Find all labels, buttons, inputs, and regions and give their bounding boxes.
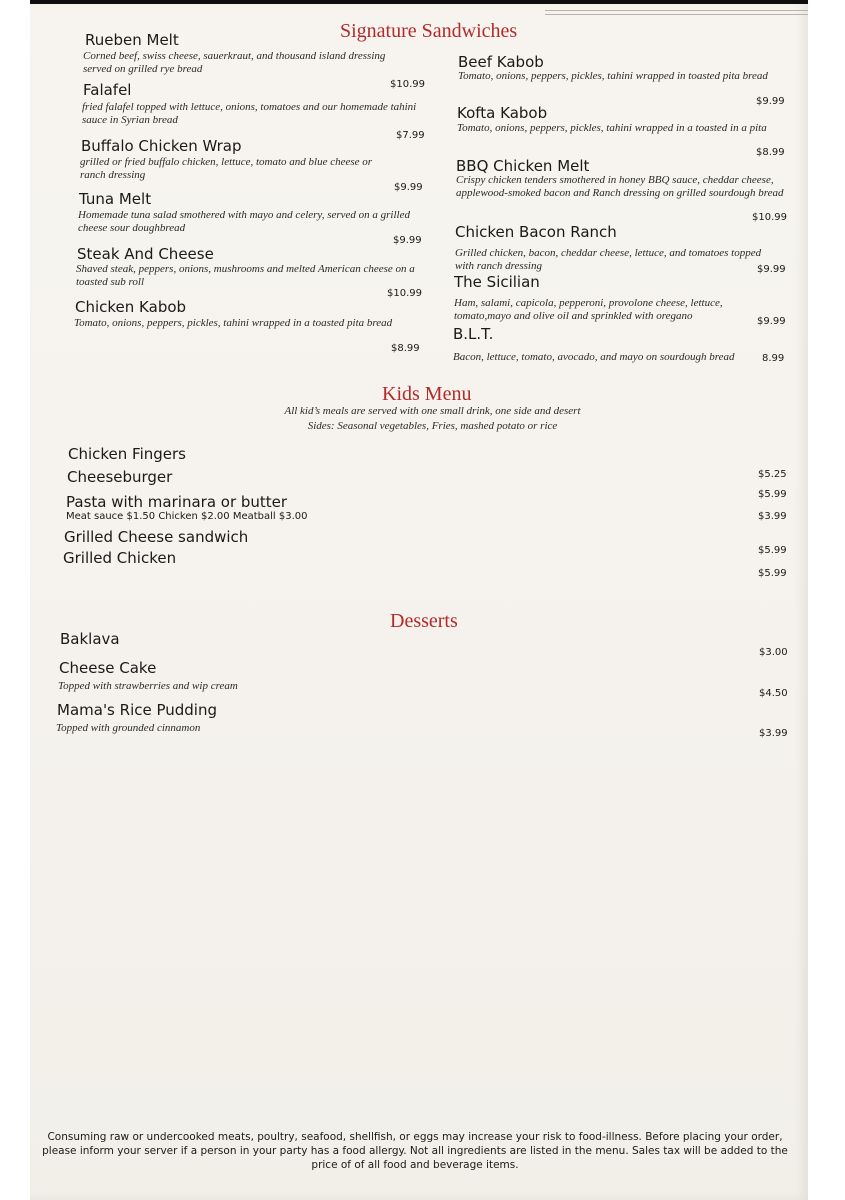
kids-item-name: Grilled Chicken bbox=[63, 549, 177, 567]
menu-item-desc: Tomato, onions, peppers, pickles, tahini wrapped in toasted pita bread bbox=[458, 70, 768, 82]
allergy-disclaimer: Consuming raw or undercooked meats, poultry, seafood, shellfish, or eggs may increase your risk to food-illness. Before placing your order, please inform your server if a person in your party has a food allergy. Not all ingredients are listed in the menu. Sales tax will be added to the price of of all food and beverage items. bbox=[42, 1131, 788, 1171]
menu-item-desc: Ham, salami, capicola, pepperoni, provolone cheese, lettuce, tomato,mayo and olive oil and sprinkled with oregano bbox=[454, 297, 723, 322]
menu-item-name: Chicken Bacon Ranch bbox=[455, 223, 617, 241]
dessert-item-name: Cheese Cake bbox=[59, 659, 157, 677]
menu-item-price: 8.99 bbox=[762, 353, 785, 364]
menu-item-desc: Corned beef, swiss cheese, sauerkraut, and thousand island dressing served on grilled rye bread bbox=[83, 50, 386, 75]
menu-item-price: $9.99 bbox=[393, 235, 422, 246]
dessert-item-desc: Topped with strawberries and wip cream bbox=[58, 680, 238, 692]
kids-item-name: Cheeseburger bbox=[67, 468, 173, 486]
dessert-item-name: Mama's Rice Pudding bbox=[57, 701, 218, 719]
menu-item-name: Falafel bbox=[83, 81, 132, 99]
menu-item-name: Chicken Kabob bbox=[75, 298, 187, 316]
dessert-item-price: $4.50 bbox=[759, 688, 788, 699]
menu-item-name: Tuna Melt bbox=[79, 190, 152, 208]
kids-item-name: Grilled Cheese sandwich bbox=[64, 528, 249, 546]
menu-item-desc: Grilled chicken, bacon, cheddar cheese, lettuce, and tomatoes topped with ranch dressing bbox=[455, 247, 762, 272]
menu-item-name: Kofta Kabob bbox=[457, 104, 548, 122]
menu-item-price: $10.99 bbox=[752, 212, 787, 223]
kids-title: Kids Menu bbox=[382, 383, 472, 405]
menu-item-price: $9.99 bbox=[394, 182, 423, 193]
dessert-item-price: $3.99 bbox=[759, 728, 788, 739]
dessert-item-price: $3.00 bbox=[759, 647, 788, 658]
menu-item-name: Buffalo Chicken Wrap bbox=[81, 137, 242, 155]
top-edge bbox=[30, 0, 808, 4]
menu-item-name: Beef Kabob bbox=[458, 53, 544, 71]
menu-item-desc: Tomato, onions, peppers, pickles, tahini wrapped in a toasted pita bread bbox=[74, 317, 393, 329]
menu-item-desc: grilled or fried buffalo chicken, lettuce, tomato and blue cheese or ranch dressing bbox=[80, 156, 373, 181]
menu-item-name: BBQ Chicken Melt bbox=[456, 157, 590, 175]
dessert-item-desc: Topped with grounded cinnamon bbox=[56, 722, 201, 734]
menu-item-desc: Bacon, lettuce, tomato, avocado, and mayo on sourdough bread bbox=[453, 351, 735, 363]
menu-item-desc: Shaved steak, peppers, onions, mushrooms and melted American cheese on a toasted sub roll bbox=[76, 263, 415, 288]
menu-item-desc: Homemade tuna salad smothered with mayo and celery, served on a grilled cheese sour doughbread bbox=[78, 209, 410, 234]
menu-item-price: $8.99 bbox=[756, 147, 785, 158]
menu-item-name: The Sicilian bbox=[454, 273, 540, 291]
kids-item-price: $3.99 bbox=[758, 511, 787, 522]
menu-item-price: $9.99 bbox=[756, 96, 785, 107]
menu-item-desc: Tomato, onions, peppers, pickles, tahini wrapped in a toasted in a pita bbox=[457, 122, 767, 134]
menu-item-desc: Crispy chicken tenders smothered in honey BBQ sauce, cheddar cheese, applewood-smoked bacon and Ranch dressing on grilled sourdough bread bbox=[456, 174, 784, 199]
menu-item-price: $7.99 bbox=[396, 130, 425, 141]
kids-sides-note: Sides: Seasonal vegetables, Fries, mashed potato or rice bbox=[307, 420, 558, 432]
menu-item-name: Rueben Melt bbox=[85, 31, 179, 49]
kids-pasta-extras: Meat sauce $1.50 Chicken $2.00 Meatball $3.00 bbox=[66, 511, 308, 522]
top-rule bbox=[545, 10, 808, 11]
menu-item-price: $9.99 bbox=[757, 264, 786, 275]
menu-item-desc: fried falafel topped with lettuce, onions, tomatoes and our homemade tahini sauce in Syrian bread bbox=[82, 101, 417, 126]
kids-note: All kid’s meals are served with one small drink, one side and desert bbox=[284, 405, 581, 417]
menu-item-name: B.L.T. bbox=[453, 325, 494, 343]
top-rule-2 bbox=[545, 14, 808, 15]
menu-item-price: $10.99 bbox=[390, 79, 425, 90]
kids-item-price: $5.99 bbox=[758, 568, 787, 579]
dessert-item-name: Baklava bbox=[60, 630, 120, 648]
kids-item-name: Chicken Fingers bbox=[68, 445, 186, 463]
desserts-title: Desserts bbox=[390, 610, 458, 632]
kids-item-name: Pasta with marinara or butter bbox=[66, 493, 288, 511]
kids-item-price: $5.25 bbox=[758, 469, 787, 480]
kids-item-price: $5.99 bbox=[758, 545, 787, 556]
kids-item-price: $5.99 bbox=[758, 489, 787, 500]
menu-item-price: $9.99 bbox=[757, 316, 786, 327]
signature-title: Signature Sandwiches bbox=[340, 20, 518, 42]
right-margin bbox=[808, 0, 845, 1200]
menu-item-name: Steak And Cheese bbox=[77, 245, 214, 263]
menu-item-price: $8.99 bbox=[391, 343, 420, 354]
menu-item-price: $10.99 bbox=[387, 288, 422, 299]
